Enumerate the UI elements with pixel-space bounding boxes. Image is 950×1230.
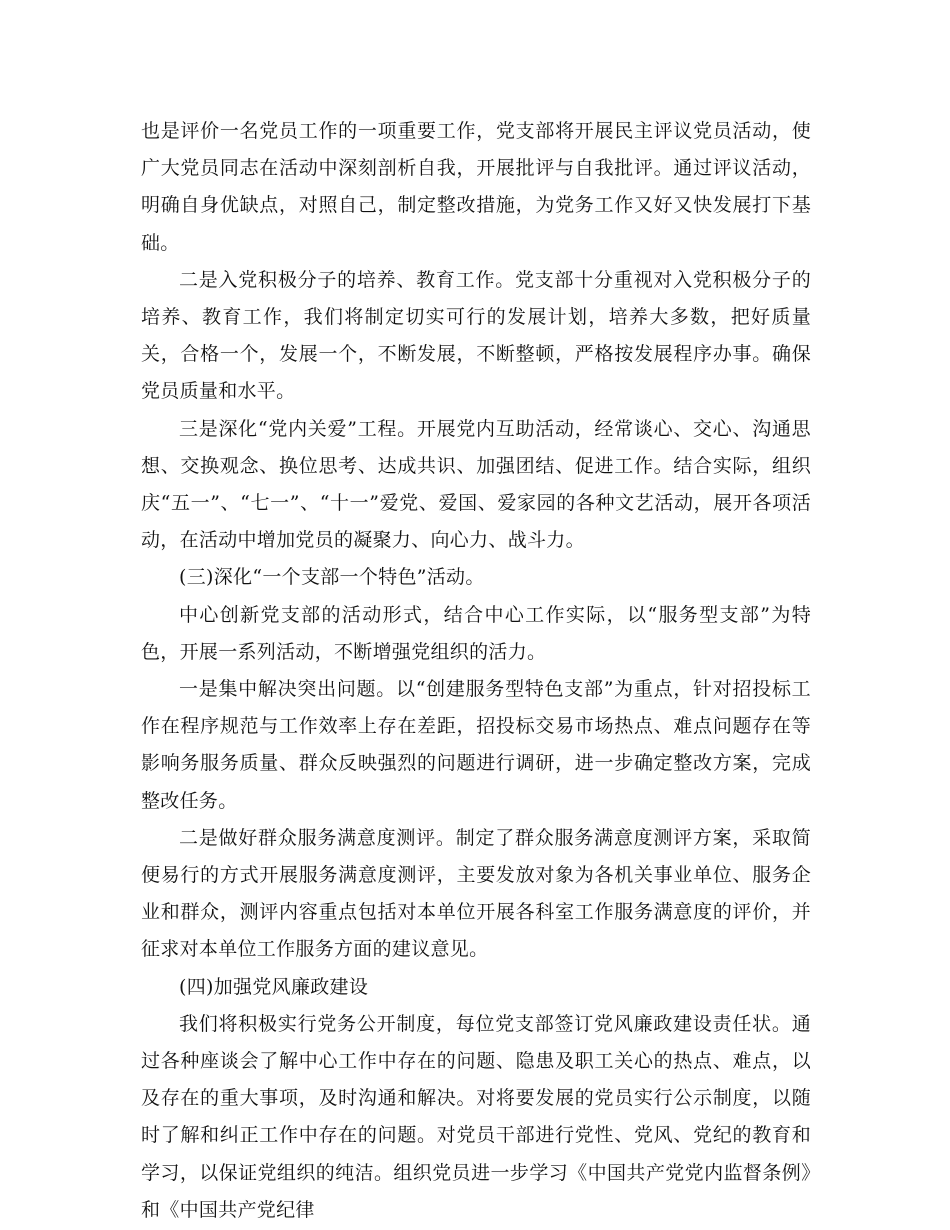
- document-body: [141, 113, 811, 1229]
- paragraph-service-branch: 中心创新党支部的活动形式，结合中心工作实际，以“服务型支部”为特色，开展一系列活动，不断增强党组织的活力。: [141, 603, 811, 663]
- paragraph-party-care-project: 三是深化“党内关爱”工程。开展党内互助活动，经常谈心、交心、沟通思想、交换观念、换位思考、达成共识、加强团结、促进工作。结合实际，组织庆“五一”、“七一”、“十一”爱党、爱国、爱家园的各种文艺活动，展开各项活动，在活动中增加党员的凝聚力、向心力、战斗力。: [141, 417, 811, 552]
- paragraph-continued-evaluation: 也是评价一名党员工作的一项重要工作，党支部将开展民主评议党员活动，使广大党员同志在活动中深刻剖析自我，开展批评与自我批评。通过评议活动，明确自身优缺点，对照自己，制定整改措施，为党务工作又好又快发展打下基础。: [141, 120, 811, 254]
- paragraph-party-affairs-openness: 我们将积极实行党务公开制度，每位党支部签订党风廉政建设责任状。通过各种座谈会了解中心工作中存在的问题、隐患及职工关心的热点、难点，以及存在的重大事项，及时沟通和解决。对将要发展的党员实行公示制度，以随时了解和纠正工作中存在的问题。对党员干部进行党性、党风、党纪的教育和学习，以保证党组织的纯洁。组织党员进一步学习《中国共产党党内监督条例》和《中国共产党纪律: [141, 1012, 811, 1221]
- paragraph-satisfaction-survey: 二是做好群众服务满意度测评。制定了群众服务满意度测评方案，采取简便易行的方式开展服务满意度测评，主要发放对象为各机关事业单位、服务企业和群众，测评内容重点包括对本单位开展各科室工作服务满意度的评价，并征求对本单位工作服务方面的建议意见。: [141, 826, 811, 961]
- paragraph-activist-training: 二是入党积极分子的培养、教育工作。党支部十分重视对入党积极分子的培养、教育工作，我们将制定切实可行的发展计划，培养大多数，把好质量关，合格一个，发展一个，不断发展，不断整顿，严格按发展程序办事。确保党员质量和水平。: [141, 268, 811, 403]
- section-heading-integrity: (四)加强党风廉政建设: [179, 975, 369, 998]
- section-heading-branch-feature: (三)深化“一个支部一个特色”活动。: [179, 566, 485, 589]
- paragraph-solve-problems: 一是集中解决突出问题。以“创建服务型特色支部”为重点，针对招投标工作在程序规范与工作效率上存在差距，招投标交易市场热点、难点问题存在等影响务服务质量、群众反映强烈的问题进行调研，进一步确定整改方案，完成整改任务。: [141, 678, 811, 812]
